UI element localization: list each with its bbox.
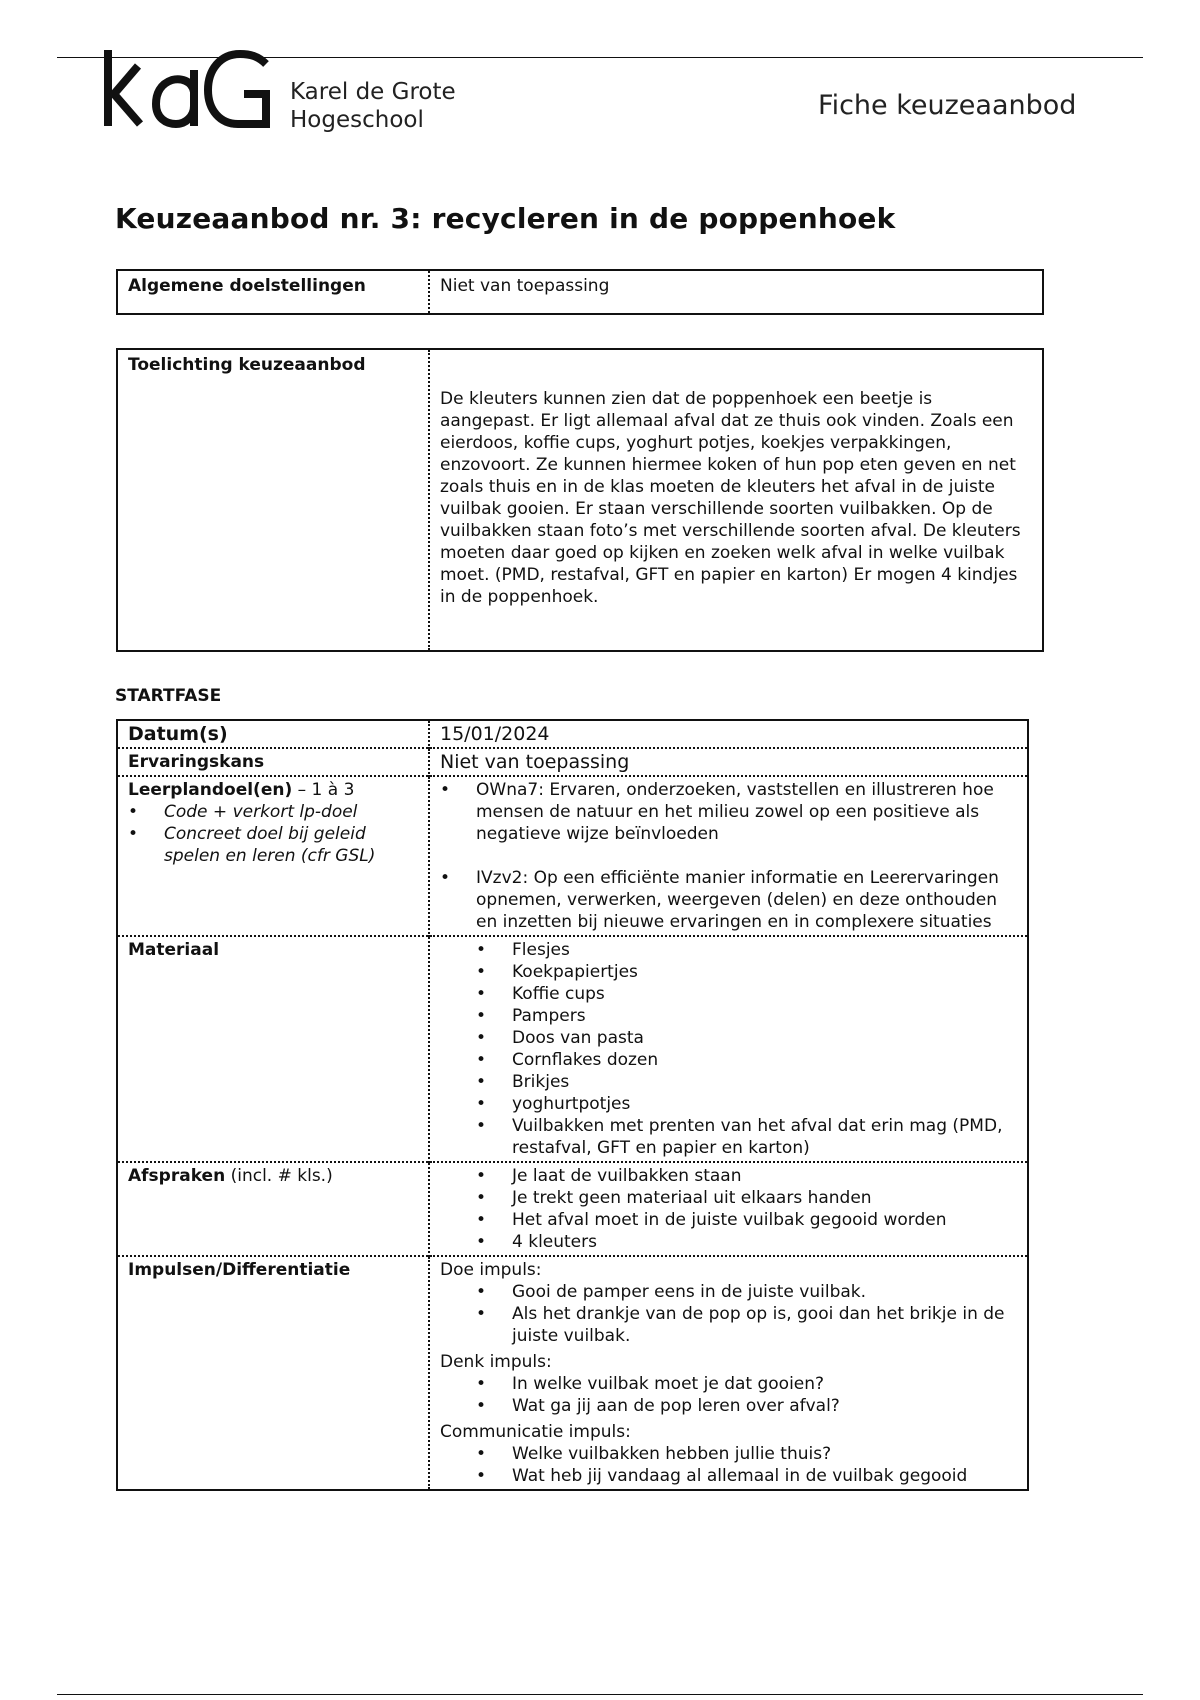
communicatie-impuls-list bbox=[440, 1443, 1017, 1487]
list-item: • Als het drankje van de pop op is, gooi dan het brikje in de juiste vuilbak. bbox=[440, 1303, 1017, 1347]
general-goals-table bbox=[116, 269, 1044, 315]
list-item: • Je trekt geen materiaal uit elkaars handen bbox=[440, 1187, 1017, 1209]
afspraken-list bbox=[440, 1165, 1017, 1253]
doe-impuls-label: Doe impuls: bbox=[440, 1260, 542, 1280]
leerplandoel-items-cell bbox=[429, 776, 1028, 936]
explanation-cell bbox=[429, 349, 1043, 651]
materiaal-list bbox=[440, 939, 1017, 1159]
list-item: • Code + verkort lp-doel bbox=[128, 801, 418, 823]
kdg-logo bbox=[104, 50, 276, 134]
list-item: • Wat ga jij aan de pop leren over afval? bbox=[440, 1395, 1017, 1417]
table-row bbox=[117, 1256, 1028, 1490]
list-item: • yoghurtpotjes bbox=[440, 1093, 1017, 1115]
list-item: • Pampers bbox=[440, 1005, 1017, 1027]
ervaringskans-value: Niet van toepassing bbox=[429, 748, 1028, 776]
denk-impuls-label: Denk impuls: bbox=[440, 1352, 552, 1372]
list-item: • 4 kleuters bbox=[440, 1231, 1017, 1253]
list-item: • Gooi de pamper eens in de juiste vuilbak. bbox=[440, 1281, 1017, 1303]
table-row bbox=[117, 720, 1028, 748]
list-item: • OWna7: Ervaren, onderzoeken, vaststellen en illustreren hoe mensen de natuur en het milieu zowel op een positieve als negatieve wijze beïnvloeden bbox=[440, 779, 1017, 845]
communicatie-impuls-label: Communicatie impuls: bbox=[440, 1422, 631, 1442]
general-goals-label: Algemene doelstellingen bbox=[128, 276, 366, 296]
table-row bbox=[117, 748, 1028, 776]
afspraken-cell bbox=[117, 1162, 429, 1256]
logo-line-1: Karel de Grote bbox=[290, 79, 456, 105]
doe-impuls-list bbox=[440, 1281, 1017, 1347]
list-item: • Brikjes bbox=[440, 1071, 1017, 1093]
logo-line-2: Hogeschool bbox=[290, 107, 424, 133]
list-item: • Cornflakes dozen bbox=[440, 1049, 1017, 1071]
date-value: 15/01/2024 bbox=[429, 720, 1028, 748]
kdg-logo-mark bbox=[104, 50, 276, 130]
list-item: • Wat heb jij vandaag al allemaal in de vuilbak gegooid bbox=[440, 1465, 1017, 1487]
list-item: • Welke vuilbakken hebben jullie thuis? bbox=[440, 1443, 1017, 1465]
startfase-heading: STARTFASE bbox=[115, 686, 222, 706]
materiaal-cell bbox=[429, 936, 1028, 1162]
footer-rule bbox=[57, 1694, 1143, 1695]
list-item: • Koekpapiertjes bbox=[440, 961, 1017, 983]
doc-type: Fiche keuzeaanbod bbox=[818, 90, 1077, 121]
afspraken-items-cell bbox=[429, 1162, 1028, 1256]
startfase-table bbox=[116, 719, 1029, 1491]
leerplandoel-list bbox=[440, 779, 1017, 933]
explanation-text: De kleuters kunnen zien dat de poppenhoek een beetje is aangepast. Er ligt allemaal afval dat ze thuis ook vinden. Zoals een eierdoos, koffie cups, yoghurt potjes, koekjes verpakkingen, enzovoort. Ze kunnen hiermee koken of hun pop eten geven en net zoals thuis en in de klas moeten de kleuters het afval in de juiste vuilbak gooien. Er staan verschillende soorten vuilbakken. Op de vuilbakken staan foto’s met verschillende soorten afval. De kleuters moeten daar goed op kijken en zoeken welk afval in welke vuilbak moet. (PMD, restafval, GFT en papier en karton) Er mogen 4 kindjes in de poppenhoek. bbox=[440, 389, 1021, 607]
denk-impuls-list bbox=[440, 1373, 1017, 1417]
impulsen-cell bbox=[429, 1256, 1028, 1490]
table-row bbox=[117, 270, 1043, 314]
afspraken-suffix: (incl. # kls.) bbox=[225, 1166, 333, 1186]
table-row bbox=[117, 349, 1043, 651]
general-goals-value: Niet van toepassing bbox=[429, 270, 1043, 314]
logo-text bbox=[290, 78, 456, 134]
list-item: • Concreet doel bij geleid spelen en leren (cfr GSL) bbox=[128, 823, 418, 867]
list-item: • Je laat de vuilbakken staan bbox=[440, 1165, 1017, 1187]
list-item: • Het afval moet in de juiste vuilbak gegooid worden bbox=[440, 1209, 1017, 1231]
list-item: • Doos van pasta bbox=[440, 1027, 1017, 1049]
list-item: • In welke vuilbak moet je dat gooien? bbox=[440, 1373, 1017, 1395]
leerplandoel-cell bbox=[117, 776, 429, 936]
explanation-label: Toelichting keuzeaanbod bbox=[128, 355, 366, 375]
table-row bbox=[117, 1162, 1028, 1256]
list-item: • Vuilbakken met prenten van het afval dat erin mag (PMD, restafval, GFT en papier en karton) bbox=[440, 1115, 1017, 1159]
list-item: • Flesjes bbox=[440, 939, 1017, 961]
materiaal-label: Materiaal bbox=[117, 936, 429, 1162]
list-item: • Koffie cups bbox=[440, 983, 1017, 1005]
leerplandoel-label: Leerplandoel(en) bbox=[128, 780, 293, 800]
explanation-table bbox=[116, 348, 1044, 652]
page-title: Keuzeaanbod nr. 3: recycleren in de poppenhoek bbox=[115, 202, 896, 235]
afspraken-label: Afspraken bbox=[128, 1166, 226, 1186]
leerplandoel-notes bbox=[128, 801, 418, 867]
ervaringskans-label: Ervaringskans bbox=[117, 748, 429, 776]
impulsen-label: Impulsen/Differentiatie bbox=[117, 1256, 429, 1490]
table-row bbox=[117, 936, 1028, 1162]
list-item: • IVzv2: Op een efficiënte manier informatie en Leerervaringen opnemen, verwerken, weergeven (delen) en deze onthouden en inzetten bij nieuwe ervaringen en in complexere situaties bbox=[440, 867, 1017, 933]
leerplandoel-suffix: – 1 à 3 bbox=[292, 780, 355, 800]
date-label: Datum(s) bbox=[128, 723, 228, 745]
table-row bbox=[117, 776, 1028, 936]
